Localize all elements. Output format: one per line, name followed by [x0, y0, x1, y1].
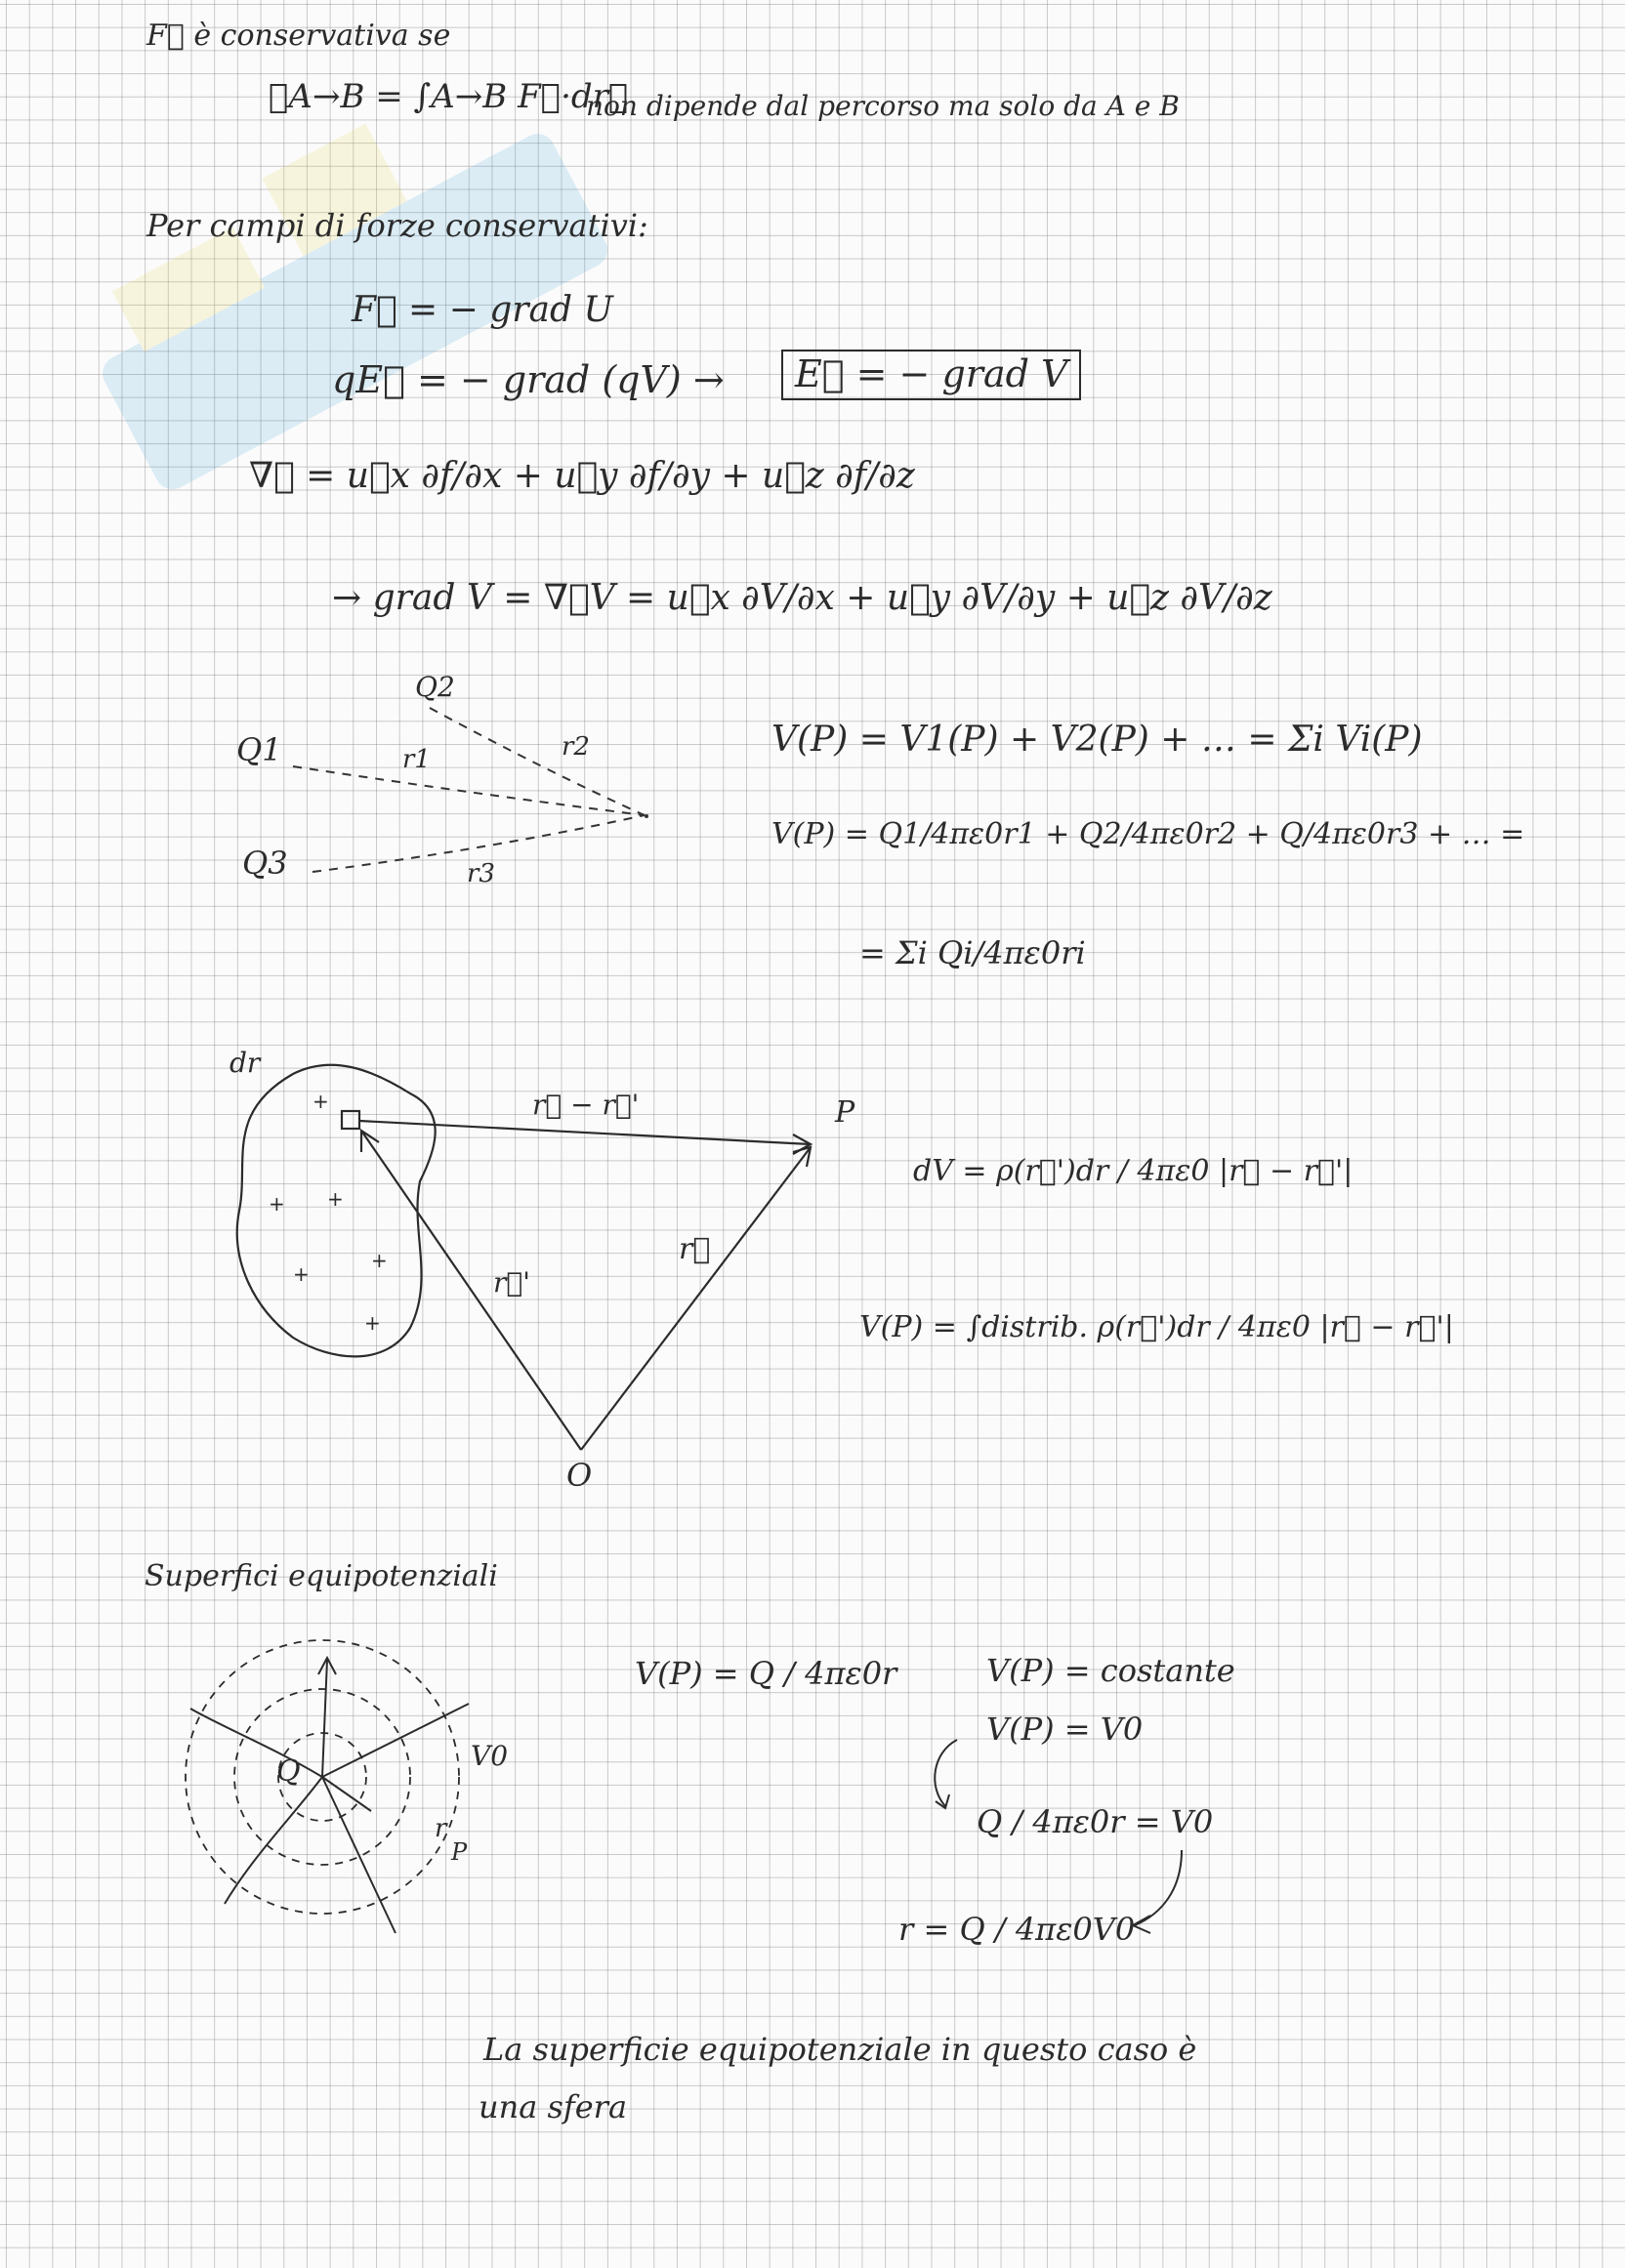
- distribution-potential-integral: V(P) = ∫distrib. ρ(r⃗')dr / 4πε0 |r⃗ − r⃗'|: [859, 1310, 1454, 1344]
- charge-q3-label: Q3: [242, 845, 288, 882]
- conclusion-line-2: una sfera: [479, 2088, 628, 2125]
- conclusion-line-1: La superficie equipotenziale in questo caso è: [483, 2031, 1197, 2068]
- point-charge-q-label: Q: [276, 1754, 301, 1789]
- charge-q2-label: Q2: [415, 671, 455, 703]
- equipotential-v0-label: V0: [471, 1740, 509, 1772]
- volume-element-label: dr: [229, 1047, 261, 1079]
- conservative-definition: F⃗ è conservativa se: [146, 19, 451, 53]
- svg-text:+: +: [269, 1192, 285, 1216]
- svg-text:+: +: [364, 1311, 381, 1335]
- distance-r2-label: r2: [562, 732, 590, 762]
- radius-solution-equation: r = Q / 4πε0V0: [898, 1911, 1136, 1948]
- conservative-fields-heading: Per campi di forze conservativi:: [146, 207, 648, 244]
- superposition-equation: V(P) = V1(P) + V2(P) + … = Σi Vi(P): [771, 720, 1423, 760]
- constant-potential-equation: V(P) = costante: [986, 1652, 1235, 1689]
- differential-potential-equation: dV = ρ(r⃗')dr / 4πε0 |r⃗ − r⃗'|: [913, 1154, 1354, 1188]
- work-path-independence-note: non dipende dal percorso ma solo da A e B: [586, 90, 1180, 122]
- point-p-label: P: [835, 1095, 855, 1130]
- position-vector-label: r⃗: [679, 1232, 711, 1266]
- charge-gradient-equation: qE⃗ = − grad (qV) →: [332, 358, 725, 401]
- svg-text:+: +: [312, 1090, 329, 1113]
- work-integral-equation: ℒA→B = ∫A→B F⃗·dr⃗: [269, 77, 629, 116]
- nabla-operator-equation: ∇⃗ = u⃗x ∂f/∂x + u⃗y ∂f/∂y + u⃗z ∂f/∂z: [249, 456, 915, 496]
- equipotential-heading: Superfici equipotenziali: [145, 1559, 498, 1593]
- origin-label: O: [566, 1457, 593, 1494]
- potential-ratio-equation: Q / 4πε0r = V0: [977, 1803, 1214, 1840]
- equipotential-point-p-label: P: [451, 1838, 468, 1866]
- svg-text:+: +: [327, 1187, 344, 1211]
- potential-sum-equation: V(P) = Q1/4πε0r1 + Q2/4πε0r2 + Q/4πε0r3 + … =: [771, 817, 1525, 851]
- difference-vector-label: r⃗ − r⃗': [532, 1089, 640, 1121]
- source-vector-label: r⃗': [493, 1266, 530, 1299]
- distance-r1-label: r1: [402, 745, 431, 774]
- distance-r3-label: r3: [467, 859, 495, 888]
- radius-r-label: r: [435, 1814, 447, 1843]
- force-gradient-equation: F⃗ = − grad U: [352, 290, 613, 330]
- potential-equals-v0-equation: V(P) = V0: [986, 1711, 1144, 1748]
- field-potential-boxed-equation: E⃗ = − grad V: [781, 350, 1081, 400]
- svg-text:+: +: [293, 1262, 310, 1286]
- point-charge-potential-equation: V(P) = Q / 4πε0r: [635, 1655, 897, 1692]
- charge-q1-label: Q1: [236, 731, 282, 768]
- gradient-of-potential-equation: → grad V = ∇⃗V = u⃗x ∂V/∂x + u⃗y ∂V/∂y + u⃗z ∂V/∂z: [332, 578, 1272, 618]
- potential-sum-compact-equation: = Σi Qi/4πε0ri: [859, 934, 1086, 971]
- svg-text:+: +: [371, 1249, 388, 1272]
